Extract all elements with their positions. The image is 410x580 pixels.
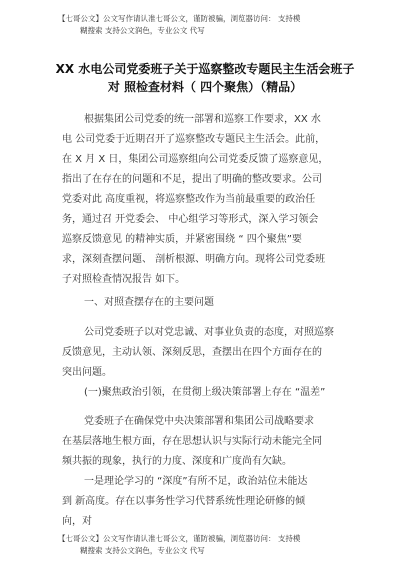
body-line: 根据集团公司党委的统一部署和巡察工作要求，XX 水 (84, 114, 321, 125)
body-line: 向，对 (62, 516, 92, 527)
footer-line: 【七哥公文】公文写作请认准七哥公文，谨防被骗，浏览器访问： 支持模 (58, 534, 301, 543)
body-line: 公司党委班子以对党忠诚、对事业负责的态度，对照巡察 (84, 327, 334, 338)
body-line: 党委对此 高度重视，将巡察整改作为当前最重要的政治任 (62, 194, 316, 205)
body-line: 频共振的现象，执行的力度、深度和广度尚有欠缺。 (62, 456, 292, 467)
body-line: 务，通过召 开党委会、 中心组学习等形式，深入学习领会 (62, 214, 319, 225)
body-line: 一是理论学习的 “深度”有所不足，政治站位未能达 (84, 476, 308, 487)
section-heading: 一、对照查摆存在的主要问题 (84, 297, 214, 308)
section-heading-paragraph (62, 293, 352, 313)
page-footer (58, 533, 358, 557)
body-line: 到 新高度。存在以事务性学习代替系统性理论研修的倾 (62, 496, 306, 507)
header-line: 【七哥公文】公文写作请认准七哥公文，谨防被骗，浏览器访问： 支持模 (58, 14, 301, 23)
document-title: 对 照检查材料（ 四个聚焦）（精品） (107, 80, 303, 94)
body-line: 突出问题。 (62, 367, 112, 378)
footer-line: 糊搜索 支持公文润色，专业公文 代写 (80, 546, 205, 555)
body-line: 党委班子在确保党中央决策部署和集团公司战略要求 (84, 416, 314, 427)
body-line: 反馈意见，主动认领、深刻反思，查摆出在四个方面存在的 (62, 347, 322, 358)
problem-summary-paragraph (62, 323, 352, 383)
subsection-heading: (一)聚焦政治引领，在贯彻上级决策部署上存在 “温差” (84, 387, 326, 398)
body-line: 指出了在存在的问题和不足，提出了明确的整改要求。公司 (62, 174, 322, 185)
body-line: 电 公司党委于近期召开了巡察整改专题民主生活会。此前， (62, 134, 326, 145)
theory-study-paragraph (62, 472, 352, 532)
header-line: 糊搜索 支持公文润色，专业公文 代写 (80, 26, 205, 35)
page-header (58, 13, 358, 37)
document-title: XX 水电公司党委班子关于巡察整改专题民主生活会班子 (55, 62, 355, 76)
body-line: 求，深刻查摆问题、 剖析根源、明确方向。现将公司党委班 (62, 254, 326, 265)
body-line: 子对照检查情况报告 如下。 (62, 274, 186, 285)
body-line: 在基层落地生根方面，存在思想认识与实际行动未能完全同 (62, 436, 322, 447)
body-line: 在 X 月 X 日，集团公司巡察组向公司党委反馈了巡察意见， (62, 154, 329, 165)
intro-paragraph (62, 110, 352, 290)
body-line: 巡察反馈意见 的精神实质，并紧密围绕 “ 四个聚焦”要 (62, 234, 302, 245)
subsection-heading-paragraph (62, 383, 352, 403)
political-guidance-paragraph (62, 412, 352, 472)
